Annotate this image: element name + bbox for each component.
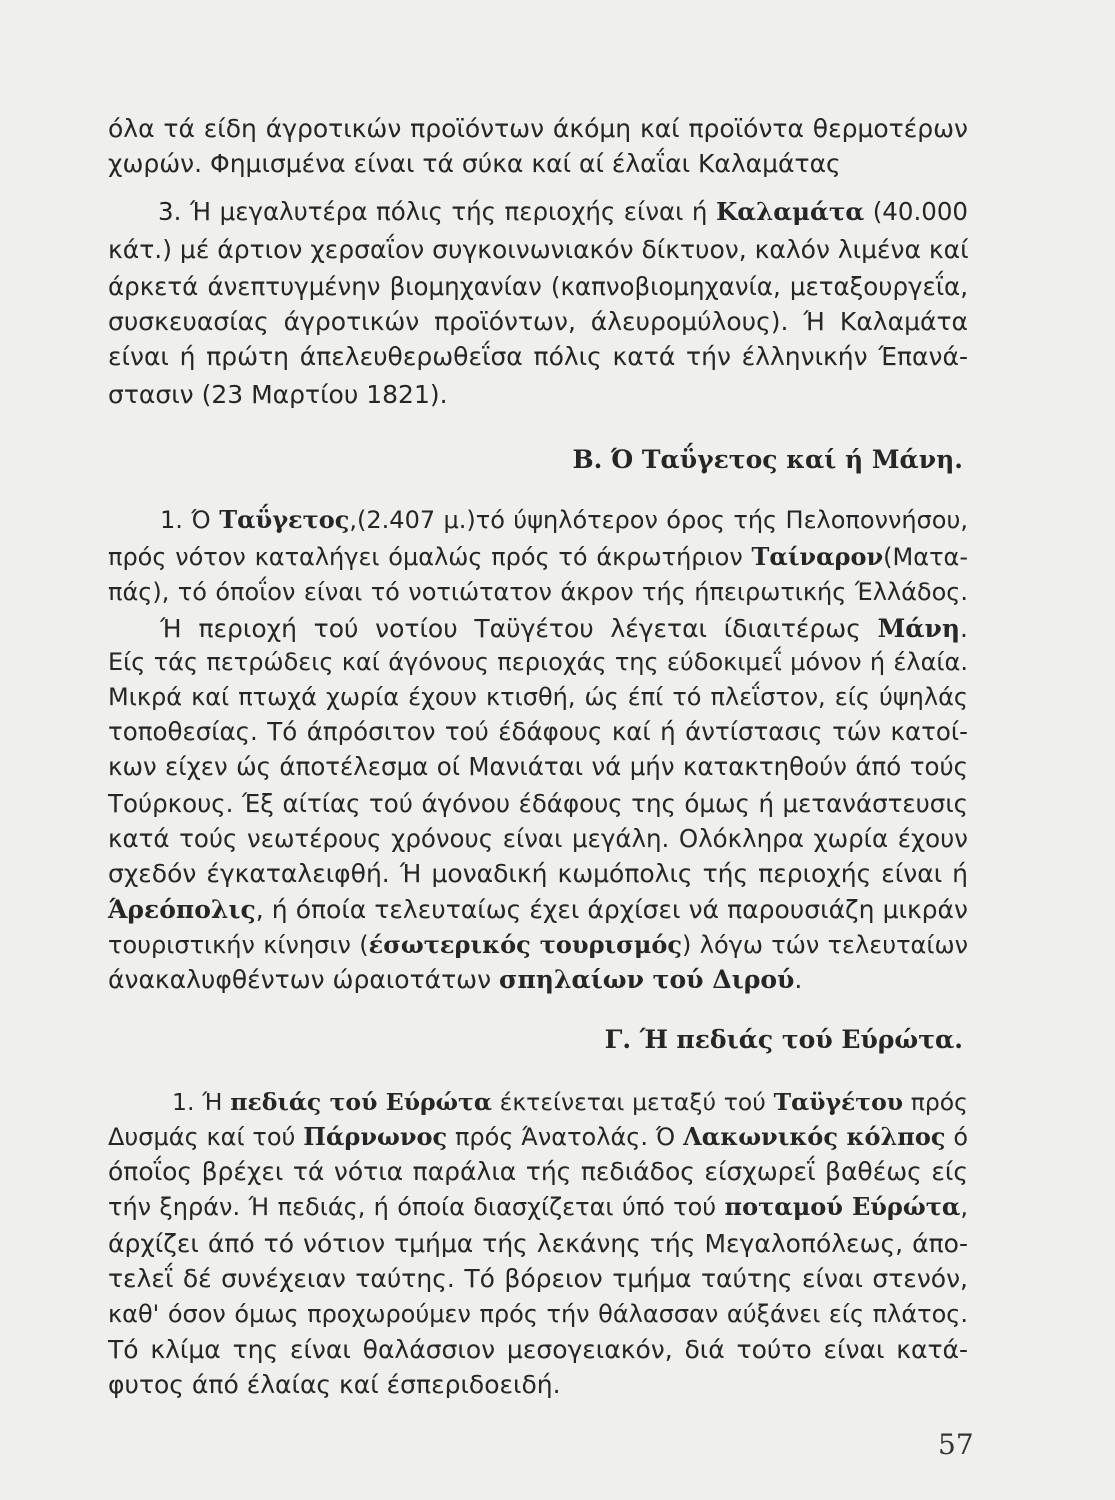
section-heading-b: Β. Ό Ταΰγετος καί ή Μάνη. <box>572 445 963 474</box>
text-line: φυτος άπό έλαίας καί έσπεριδοειδή. <box>108 1370 561 1399</box>
text-line: κατά τούς νεωτέρους χρόνους είναι μεγάλη. Ολόκληρα χωρία έχουν <box>108 824 968 853</box>
text-line: όποΐος βρέχει τά νότια παράλια τής πεδιάδος είσχωρεΐ βαθέως είς <box>108 1157 968 1186</box>
text-line: Άρεόπολις, ή όποία τελευταίως έχει άρχίσει νά παρουσιάζη μικράν <box>108 895 968 924</box>
text-line: άνακαλυφθέντων ώραιοτάτων σπηλαίων τού Διρού. <box>108 965 803 994</box>
text-line: όλα τά είδη άγροτικών προϊόντων άκόμη καί προϊόντα θερμοτέρων <box>108 114 968 143</box>
text-line: άρχίζει άπό τό νότιον τμήμα τής λεκάνης τής Μεγαλοπόλεως, άπο- <box>108 1229 968 1258</box>
text-line: τελεΐ δέ συνέχειαν ταύτης. Τό βόρειον τμήμα ταύτης είναι στενόν, <box>108 1264 968 1293</box>
text-line: τήν ξηράν. Ή πεδιάς, ή όποία διασχίζεται ύπό τού ποταμού Εύρώτα, <box>108 1192 968 1221</box>
page-number: 57 <box>938 1428 974 1461</box>
text-line: καθ' όσον όμως προχωρούμεν πρός τήν θάλασσαν αύξάνει είς πλάτος. <box>108 1300 968 1328</box>
text-line: 1. Ό Ταΰγετος,(2.407 μ.)τό ύψηλότερον όρος τής Πελοποννήσου, <box>160 505 968 534</box>
text-line: Ή περιοχή τού νοτίου Ταϋγέτου λέγεται ίδιαιτέρως Μάνη. <box>160 614 968 643</box>
text-line: Δυσμάς καί τού Πάρνωνος πρός Άνατολάς. Ό Λακωνικός κόλπος ό <box>108 1122 969 1151</box>
text-line: τοποθεσίας. Τό άπρόσιτον τού έδάφους καί ή άντίστασις τών κατοί- <box>108 717 968 746</box>
text-line: κων είχεν ώς άποτέλεσμα οί Μανιάται νά μήν κατακτηθούν άπό τούς <box>108 752 968 781</box>
text-line: 1. Ή πεδιάς τού Εύρώτα έκτείνεται μεταξύ τού Ταϋγέτου πρός <box>172 1088 968 1116</box>
text-line: συσκευασίας άγροτικών προϊόντων, άλευρομύλους). Ή Καλαμάτα <box>108 307 968 336</box>
text-line: 3. Ή μεγαλυτέρα πόλις τής περιοχής είναι ή Καλαμάτα (40.000 <box>158 197 968 226</box>
text-line: είναι ή πρώτη άπελευθερωθεΐσα πόλις κατά τήν έλληνικήν Έπανά- <box>108 342 968 371</box>
text-line: άρκετά άνεπτυγμένην βιομηχανίαν (καπνοβιομηχανία, μεταξουργεΐα, <box>108 272 968 301</box>
text-line: πρός νότον καταλήγει όμαλώς πρός τό άκρωτήριον Ταίναρον(Ματα- <box>108 542 968 571</box>
text-line: πάς), τό όποΐον είναι τό νοτιώτατον άκρον τής ήπειρωτικής Έλλάδος. <box>108 578 968 606</box>
text-line: χωρών. Φημισμένα είναι τά σύκα καί αί έλαΐαι Καλαμάτας <box>108 149 841 178</box>
text-line: κάτ.) μέ άρτιον χερσαΐον συγκοινωνιακόν δίκτυον, καλόν λιμένα καί <box>108 235 969 264</box>
text-line: Τούρκους. Έξ αίτίας τού άγόνου έδάφους της όμως ή μετανάστευσις <box>108 789 968 818</box>
text-line: σχεδόν έγκαταλειφθή. Ή μοναδική κωμόπολις τής περιοχής είναι ή <box>108 859 968 888</box>
text-line: Είς τάς πετρώδεις καί άγόνους περιοχάς της εύδοκιμεΐ μόνον ή έλαία. <box>108 648 968 676</box>
text-line: Τό κλίμα της είναι θαλάσσιον μεσογειακόν, διά τούτο είναι κατά- <box>108 1335 968 1364</box>
section-heading-g: Γ. Ή πεδιάς τού Εύρώτα. <box>604 1025 963 1054</box>
text-line: Μικρά καί πτωχά χωρία έχουν κτισθή, ώς έπί τό πλεΐστον, είς ύψηλάς <box>108 683 968 711</box>
text-line: τουριστικήν κίνησιν (έσωτερικός τουρισμός) λόγω τών τελευταίων <box>108 930 968 959</box>
text-line: στασιν (23 Μαρτίου 1821). <box>108 380 448 409</box>
